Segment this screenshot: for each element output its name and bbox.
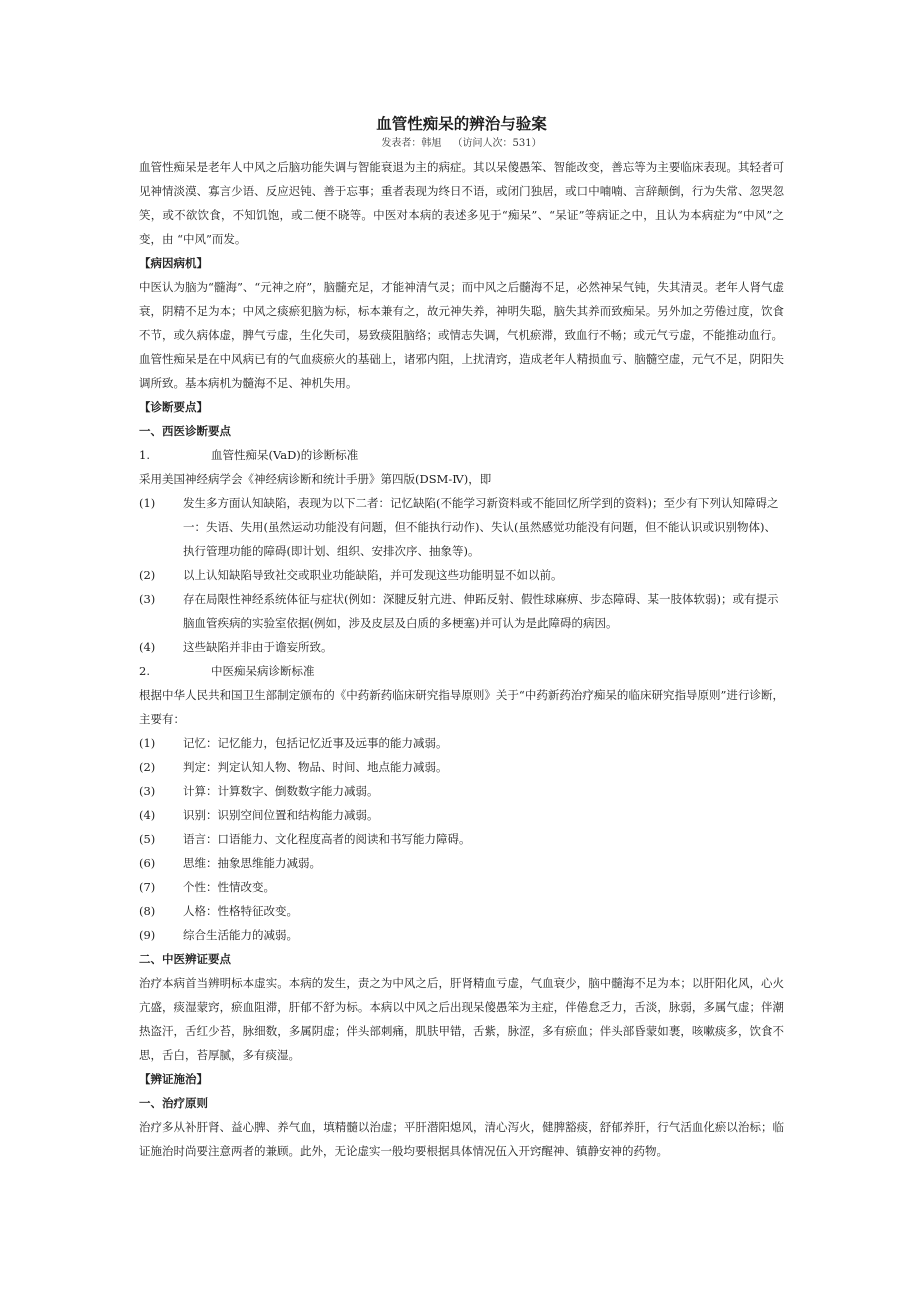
sub-title: 中医痴呆病诊断标准 — [211, 664, 315, 678]
item-number: (8) — [139, 904, 156, 918]
item-text: 这些缺陷并非由于谵妄所致。 — [183, 640, 333, 654]
document — [139, 110, 784, 1163]
item-number: (7) — [139, 880, 156, 894]
list-item — [139, 587, 784, 635]
list-item — [139, 803, 784, 827]
item-text: 记忆：记忆能力，包括记忆近事及远事的能力减弱。 — [183, 736, 448, 750]
item-number: (9) — [139, 928, 156, 942]
item-number: (5) — [139, 832, 156, 846]
item-number: (3) — [139, 592, 156, 606]
item-text: 发生多方面认知缺陷，表现为以下二者：记忆缺陷(不能学习新资料或不能回忆所学到的资料)；至少有下列认知障碍之一：失语、失用(虽然运动功能没有问题，但不能执行动作)、失认(虽然感觉功能没有问题，但不能认识或识别物体)、执行管理功能的障碍(即计划、组织、安排次序、抽象等)。 — [183, 496, 779, 558]
item-text: 思维：抽象思维能力减弱。 — [183, 856, 321, 870]
etiology-paragraph-2: 血管性痴呆是在中风病已有的气血痰瘀火的基础上，诸邪内阻，上扰清窍，造成老年人精损血亏、脑髓空虚，元气不足，阴阳失调所致。基本病机为髓海不足、神机失用。 — [139, 352, 784, 390]
list-item — [139, 827, 784, 851]
diagnosis-heading: 【诊断要点】 — [139, 400, 208, 414]
list-item — [139, 779, 784, 803]
item-text: 存在局限性神经系统体征与症状(例如：深腱反射亢进、伸跖反射、假性球麻痹、步态障碍、某一肢体软弱)；或有提示脑血管疾病的实验室依据(例如，涉及皮层及白质的多梗塞)并可认为是此障碍的病因。 — [183, 592, 779, 630]
western-criteria-subheading — [139, 443, 784, 467]
visit-count: （访问人次：531） — [452, 138, 542, 149]
list-item — [139, 731, 784, 755]
principle-heading: 一、治疗原则 — [139, 1096, 208, 1110]
syndrome-heading: 二、中医辨证要点 — [139, 952, 231, 966]
principle-paragraph: 治疗多从补肝肾、益心脾、养气血，填精髓以治虚；平肝潜阳熄风，清心泻火，健脾豁痰，舒郁养肝，行气活血化瘀以治标；临证施治时尚要注意两者的兼顾。此外，无论虚实一般均要根据具体情况伍入开窍醒神、镇静安神的药物。 — [139, 1120, 784, 1158]
item-text: 人格：性格特征改变。 — [183, 904, 298, 918]
item-text: 计算：计算数字、倒数数字能力减弱。 — [183, 784, 379, 798]
list-item — [139, 875, 784, 899]
sub-title: 血管性痴呆(VaD)的诊断标准 — [211, 448, 359, 462]
list-item — [139, 491, 784, 563]
syndrome-paragraph: 治疗本病首当辨明标本虚实。本病的发生，责之为中风之后，肝肾精血亏虚，气血衰少，脑中髓海不足为本；以肝阳化风，心火亢盛，痰湿蒙窍，瘀血阻滞，肝郁不舒为标。本病以中风之后出现呆傻愚笨为主症，伴倦怠乏力，舌淡，脉弱，多属气虚；伴潮热盗汗，舌红少苔，脉细数，多属阴虚；伴头部刺痛，肌肤甲错，舌紫，脉涩，多有瘀血；伴头部昏蒙如裹，咳嗽痰多，饮食不思，舌白，苔厚腻，多有痰湿。 — [139, 976, 784, 1062]
article-meta — [139, 136, 784, 152]
item-number: (4) — [139, 640, 156, 654]
list-item — [139, 755, 784, 779]
item-number: (3) — [139, 784, 156, 798]
sub-number: 2. — [139, 664, 150, 678]
etiology-heading: 【病因病机】 — [139, 256, 208, 270]
item-number: (1) — [139, 496, 156, 510]
item-text: 以上认知缺陷导致社交或职业功能缺陷，并可发现这些功能明显不如以前。 — [183, 568, 563, 582]
list-item — [139, 635, 784, 659]
author: 发表者：韩旭 — [381, 138, 442, 149]
tcm-lead: 根据中华人民共和国卫生部制定颁布的《中药新药临床研究指导原则》关于“中药新药治疗痴呆的临床研究指导原则”进行诊断，主要有： — [139, 688, 784, 726]
intro-paragraph: 血管性痴呆是老年人中风之后脑功能失调与智能衰退为主的病症。其以呆傻愚笨、智能改变，善忘等为主要临床表现。其轻者可见神情淡漠、寡言少语、反应迟钝、善于忘事；重者表现为终日不语，或闭门独居，或口中喃喃、言辞颠倒，行为失常、忽哭忽笑，或不欲饮食，不知饥饱，或二便不晓等。中医对本病的表述多见于“痴呆”、“呆证”等病证之中，且认为本病症为“中风”之变，由 “中风”而发。 — [139, 160, 784, 246]
list-item — [139, 899, 784, 923]
item-text: 识别：识别空间位置和结构能力减弱。 — [183, 808, 379, 822]
item-text: 综合生活能力的减弱。 — [183, 928, 298, 942]
list-item — [139, 923, 784, 947]
item-text: 语言：口语能力、文化程度高者的阅读和书写能力障碍。 — [183, 832, 471, 846]
list-item — [139, 563, 784, 587]
item-number: (2) — [139, 760, 156, 774]
western-diagnosis-heading: 一、西医诊断要点 — [139, 424, 231, 438]
item-number: (1) — [139, 736, 156, 750]
tcm-criteria-subheading — [139, 659, 784, 683]
list-item — [139, 851, 784, 875]
item-number: (6) — [139, 856, 156, 870]
item-number: (4) — [139, 808, 156, 822]
etiology-paragraph-1: 中医认为脑为“髓海”、“元神之府”，脑髓充足，才能神清气灵；而中风之后髓海不足，必然神呆气钝，失其清灵。老年人肾气虚衰，阴精不足为本；中风之痰瘀犯脑为标，标本兼有之，故元神失养，神明失聪，脑失其养而致痴呆。另外加之劳倦过度，饮食不节，或久病体虚，脾气亏虚，生化失司，易致痰阻脑络；或情志失调，气机瘀滞，致血行不畅；或元气亏虚，不能推动血行。 — [139, 280, 784, 342]
item-number: (2) — [139, 568, 156, 582]
item-text: 判定：判定认知人物、物品、时间、地点能力减弱。 — [183, 760, 448, 774]
western-lead: 采用美国神经病学会《神经病诊断和统计手册》第四版(DSM-Ⅳ)，即 — [139, 472, 492, 486]
item-text: 个性：性情改变。 — [183, 880, 275, 894]
page-title: 血管性痴呆的辨治与验案 — [376, 115, 547, 133]
treatment-heading: 【辨证施治】 — [139, 1072, 208, 1086]
sub-number: 1. — [139, 448, 150, 462]
